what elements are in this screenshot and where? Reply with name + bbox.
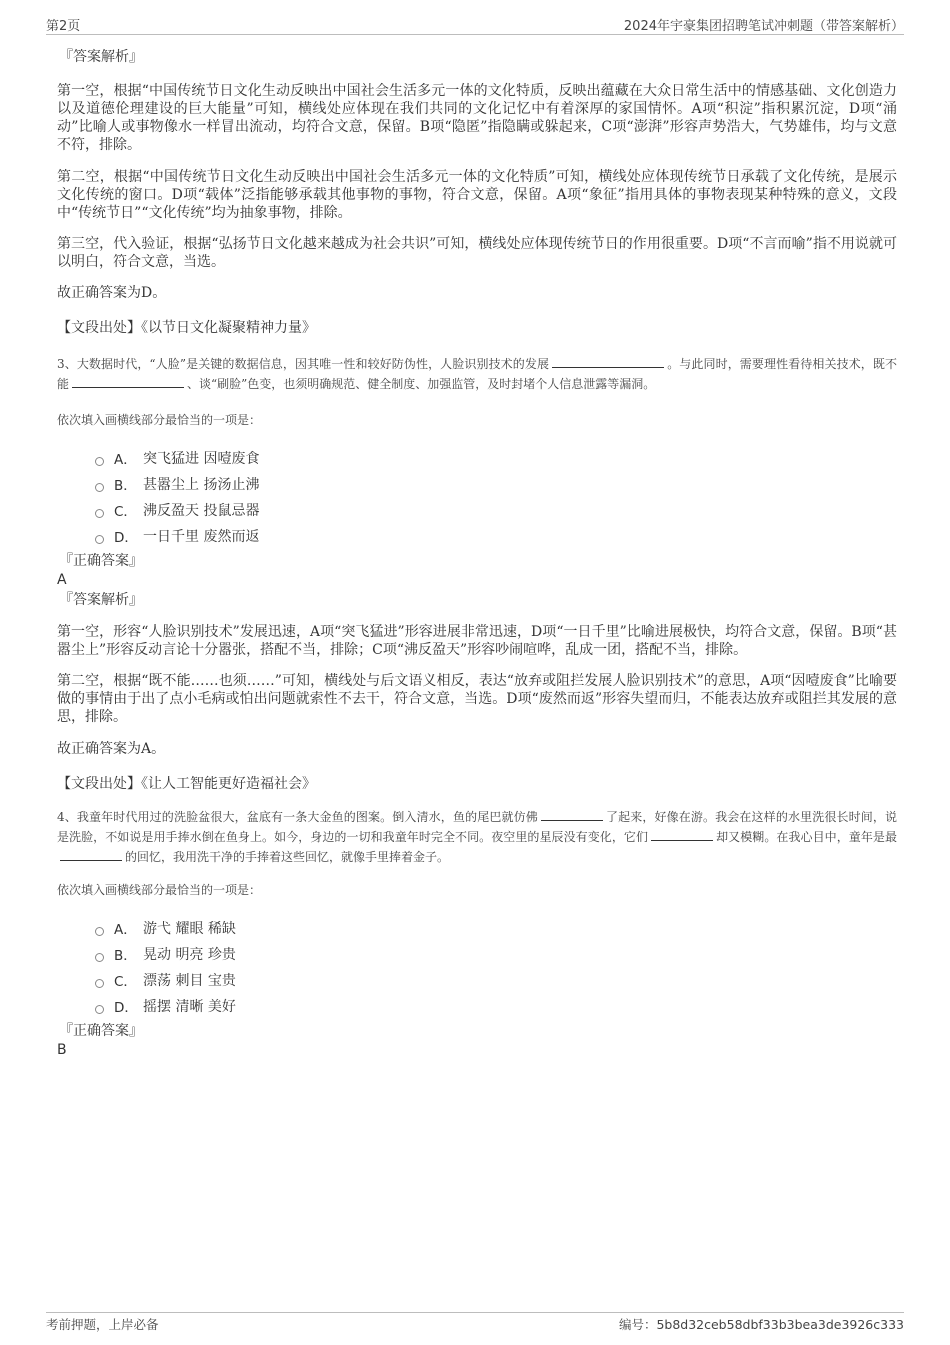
radio-button[interactable] xyxy=(95,535,104,544)
question-3-stem: 3、大数据时代，“人脸”是关键的数据信息，因其唯一性和较好防伪性，人脸识别技术的发展 。与此同时，需要理性看待相关技术，既不能 、谈“刷脸”色变，也须明确规范、健全制度、加强监管，及时封堵个人信息泄露等漏洞。 xyxy=(57,354,897,394)
answer-blank xyxy=(541,807,603,821)
option-d[interactable]: D． 摇摆 清晰 美好 xyxy=(95,993,897,1019)
source: 【文段出处】《让人工智能更好造福社会》 xyxy=(57,776,316,792)
radio-button[interactable] xyxy=(95,979,104,988)
document-title: 2024年宇豪集团招聘笔试冲刺题（带答案解析） xyxy=(623,19,904,34)
answer-blank xyxy=(651,827,713,841)
source: 【文段出处】《以节日文化凝聚精神力量》 xyxy=(57,320,316,336)
radio-button[interactable] xyxy=(95,457,104,466)
analysis-paragraph: 第二空，根据“既不能……也须……”可知，横线处与后文语义相反，表达“放弃或阻拦发展人脸识别技术”的意思，A项“因噎废食”比喻要做的事情由于出了点小毛病或怕出问题就索性不去干，符合文意，当选。D项“废然而返”形容失望而归，不能表达放弃或阻拦其发展的意思，排除。 xyxy=(57,673,897,725)
radio-button[interactable] xyxy=(95,483,104,492)
option-b[interactable]: B． 晃动 明亮 珍贵 xyxy=(95,941,897,967)
answer-blank xyxy=(552,354,664,368)
option-d[interactable]: D． 一日千里 废然而返 xyxy=(95,523,897,549)
conclusion: 故正确答案为D。 xyxy=(57,285,167,301)
page-header xyxy=(46,14,904,35)
analysis-label: 『答案解析』 xyxy=(59,49,143,65)
document-id: 编号：5b8d32ceb58dbf33b3bea3de3926c333 xyxy=(618,1317,904,1332)
question-instruction: 依次填入画横线部分最恰当的一项是： xyxy=(57,883,262,897)
options-list xyxy=(95,915,897,1019)
option-b[interactable]: B． 甚嚣尘上 扬汤止沸 xyxy=(95,471,897,497)
correct-answer: B xyxy=(57,1042,67,1058)
question-instruction: 依次填入画横线部分最恰当的一项是： xyxy=(57,413,262,427)
conclusion: 故正确答案为A。 xyxy=(57,741,166,757)
answer-blank xyxy=(72,374,184,388)
option-c[interactable]: C． 沸反盈天 投鼠忌器 xyxy=(95,497,897,523)
document-content xyxy=(57,47,897,1059)
options-list xyxy=(95,445,897,549)
correct-answer-label: 『正确答案』 xyxy=(59,553,143,569)
page-number: 第2页 xyxy=(46,19,81,34)
page-footer xyxy=(46,1312,904,1335)
analysis-paragraph: 第一空，形容“人脸识别技术”发展迅速，A项“突飞猛进”形容进展非常迅速，D项“一日千里”比喻进展极快，均符合文意，保留。B项“甚嚣尘上”形容反动言论十分嚣张，搭配不当，排除；C项“沸反盈天”形容吵闹喧哗，乱成一团，搭配不当，排除。 xyxy=(57,624,897,658)
radio-button[interactable] xyxy=(95,1005,104,1014)
analysis-paragraph: 第三空，代入验证，根据“弘扬节日文化越来越成为社会共识”可知，横线处应体现传统节日的作用很重要。D项“不言而喻”指不用说就可以明白，符合文意，当选。 xyxy=(57,236,897,270)
option-a[interactable]: A． 游弋 耀眼 稀缺 xyxy=(95,915,897,941)
analysis-paragraph: 第一空，根据“中国传统节日文化生动反映出中国社会生活多元一体的文化特质，反映出蕴藏在大众日常生活中的情感基础、文化创造力以及道德伦理建设的巨大能量”可知，横线处应体现在我们共同的文化记忆中有着深厚的家国情怀。A项“积淀”指积累沉淀，D项“涌动”比喻人或事物像水一样冒出流动，均符合文意，保留。B项“隐匿”指隐瞒或躲起来，C项“澎湃”形容声势浩大，气势雄伟，均与文意不符，排除。 xyxy=(57,83,897,153)
radio-button[interactable] xyxy=(95,509,104,518)
option-c[interactable]: C． 漂荡 刺目 宝贵 xyxy=(95,967,897,993)
radio-button[interactable] xyxy=(95,953,104,962)
answer-blank xyxy=(60,847,122,861)
radio-button[interactable] xyxy=(95,927,104,936)
question-4-stem: 4、我童年时代用过的洗脸盆很大，盆底有一条大金鱼的图案。倒入清水，鱼的尾巴就仿佛 了起来，好像在游。我会在这样的水里洗很长时间，说是洗脸，不如说是用手捧水倒在鱼身上。如今，身边的一切和我童年时完全不同。夜空里的星辰没有变化，它们 却又模糊。在我心目中，童年是最的回忆，我用洗干净的手捧着这些回忆，就像手里捧着金子。 xyxy=(57,807,897,867)
option-a[interactable]: A． 突飞猛进 因噎废食 xyxy=(95,445,897,471)
analysis-label: 『答案解析』 xyxy=(59,592,143,608)
correct-answer: A xyxy=(57,572,67,588)
correct-answer-label: 『正确答案』 xyxy=(59,1023,143,1039)
analysis-paragraph: 第二空，根据“中国传统节日文化生动反映出中国社会生活多元一体的文化特质”可知，横线处应体现传统节日承载了文化传统，是展示文化传统的窗口。D项“载体”泛指能够承载其他事物的事物，符合文意，保留。A项“象征”指用具体的事物表现某种特殊的意义，文段中“传统节日”“文化传统”均为抽象事物，排除。 xyxy=(57,169,897,221)
footer-slogan: 考前押题，上岸必备 xyxy=(46,1317,159,1332)
